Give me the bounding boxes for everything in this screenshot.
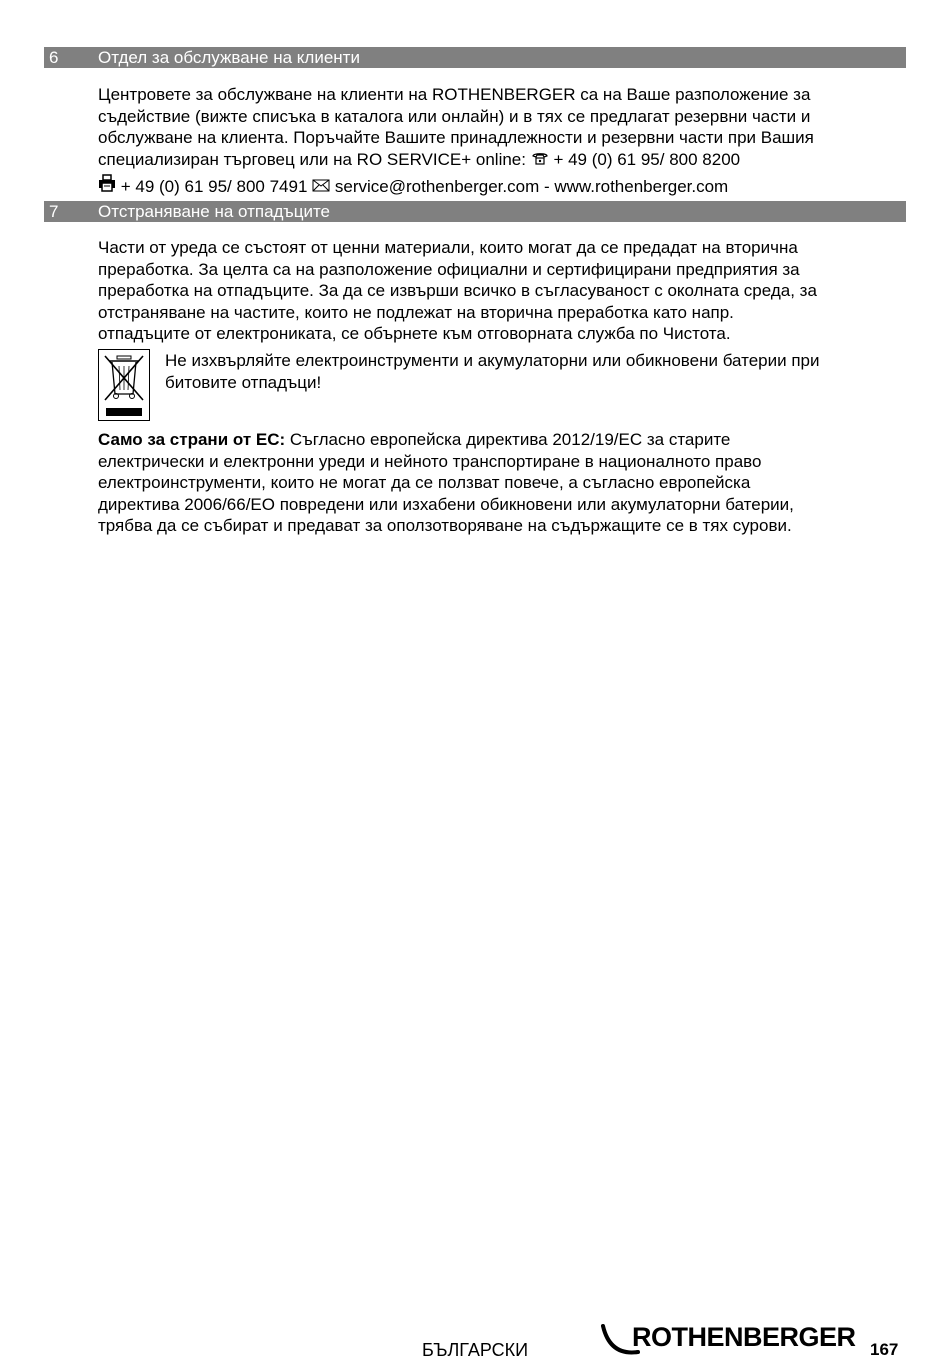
fax-icon: [98, 174, 116, 198]
customer-service-paragraph: [98, 84, 906, 198]
text-line: [98, 429, 906, 451]
fax-number: + 49 (0) 61 95/ 800 7491: [120, 177, 308, 196]
phone-number: + 49 (0) 61 95/ 800 8200: [553, 149, 741, 169]
section-number: 6: [49, 48, 59, 67]
text-line: обслужване на клиента. Поръчайте Вашите принадлежности и резервни части при Вашия: [98, 128, 814, 147]
battery-warning: [165, 350, 906, 393]
text-line: битовите отпадъци!: [165, 372, 322, 392]
section-title: Отстраняване на отпадъците: [98, 202, 331, 221]
text-line: трябва да се събират и предават за оползотворяване на съдържащите се в тях сурови.: [98, 516, 792, 535]
text-line: отстраняване на частите, които не подлежат на вторична преработка като напр.: [98, 302, 734, 322]
eu-label: Само за страни от ЕС:: [98, 430, 286, 449]
text-segment: Съгласно европейска директива 2012/19/ЕС за старите: [285, 430, 731, 449]
text-line: директива 2006/66/ЕО повредени или изхабени обикновени или акумулаторни батерии,: [98, 494, 794, 514]
text-line: електроинструменти, които не могат да се ползват повече, а съгласно европейска: [98, 473, 751, 492]
section-7-header: [44, 201, 906, 222]
eu-directive-paragraph: [98, 429, 906, 537]
envelope-icon: [312, 176, 330, 198]
text-line: Не изхвърляйте електроинструменти и акумулаторни или обикновени батерии при: [165, 351, 820, 370]
text-line: отпадъците от електрониката, се обърнете към отговорната служба по Чистота.: [98, 324, 731, 343]
text-line: [98, 174, 906, 198]
logo-text: ROTHENBERGER: [632, 1322, 856, 1352]
phone-icon: [531, 149, 549, 171]
footer-language: БЪЛГАРСКИ: [422, 1340, 529, 1360]
section-title: Отдел за обслужване на клиенти: [98, 48, 360, 67]
text-line: Части от уреда се състоят от ценни материали, които могат да се предадат на вторична: [98, 238, 798, 257]
text-line: преработка. За целта са на разположение официални и сертифицирани предприятия за: [98, 259, 800, 279]
text-line: [98, 149, 906, 171]
page-number: 167: [870, 1340, 899, 1359]
text-line: преработка на отпадъците. За да се извърши всичко в съгласуваност с околната среда, за: [98, 281, 817, 300]
section-6-header: [44, 47, 906, 68]
text-line: електрически и електронни уреди и нейното транспортиране в националното право: [98, 451, 762, 471]
text-line: съдействие (вижте списъка в каталога или онлайн) и в тях се предлагат резервни части и: [98, 106, 811, 126]
disposal-paragraph: [98, 237, 906, 345]
section-number: 7: [49, 202, 59, 221]
text-segment: специализиран търговец или на RO SERVICE+ online:: [98, 149, 531, 169]
rothenberger-logo: [600, 1320, 856, 1360]
email-and-website: service@rothenberger.com - www.rothenberger.com: [334, 177, 729, 196]
text-line: Центровете за обслужване на клиенти на ROTHENBERGER са на Ваше разположение за: [98, 85, 811, 104]
crossed-out-bin-icon: [98, 349, 150, 421]
